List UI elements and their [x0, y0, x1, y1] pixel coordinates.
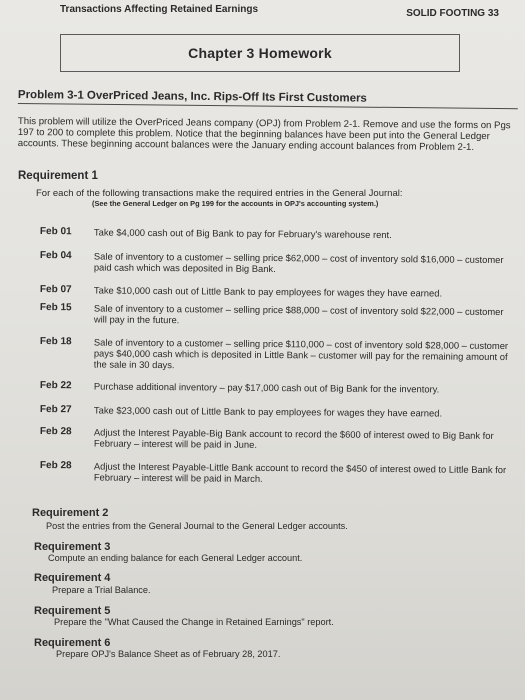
- problem-intro: This problem will utilize the OverPriced Jeans company (OPJ) from Problem 2-1. Remove and use the forms on Pgs 197 to 200 to complete this problem. Notice that the beginning balances have been put into the General Ledger accounts. These beginning account balances were the January ending account balances from Problem 2-1.: [17, 116, 511, 154]
- transaction-date: Feb 28: [39, 426, 72, 438]
- transaction-date: Feb 04: [39, 250, 72, 262]
- transaction-row: [39, 426, 520, 450]
- requirement-3-text: Compute an ending balance for each General Ledger account.: [48, 553, 303, 563]
- requirement-2-text: Post the entries from the General Journal to the General Ledger accounts.: [46, 521, 348, 531]
- requirement-1-note: (See the General Ledger on Pg 199 for the accounts in OPJ's accounting system.): [92, 199, 379, 208]
- transaction-row: [39, 336, 520, 371]
- requirement-1-label: Requirement 1: [18, 170, 98, 182]
- transaction-description: Sale of inventory to a customer – selling price $88,000 – cost of inventory sold $22,000 – customer will pay in the future.: [93, 302, 504, 326]
- transaction-row: [39, 226, 520, 241]
- transaction-date: Feb 18: [39, 336, 72, 348]
- problem-title: Problem 3-1 OverPriced Jeans, Inc. Rips-Off Its First Customers: [18, 89, 518, 109]
- transaction-description: Take $10,000 cash out of Little Bank to pay employees for wages they have earned.: [93, 284, 443, 299]
- requirement-6-text: Prepare OPJ's Balance Sheet as of February 28, 2017.: [56, 649, 281, 659]
- requirement-6-label: Requirement 6: [34, 637, 111, 649]
- transaction-description: Purchase additional inventory – pay $17,000 cash out of Big Bank for the inventory.: [93, 380, 440, 395]
- transaction-description: Sale of inventory to a customer – selling price $62,000 – cost of inventory sold $16,000 – customer paid cash which was deposited in Big Bank.: [93, 250, 504, 275]
- transaction-row: [39, 250, 520, 275]
- transaction-date: Feb 22: [39, 380, 72, 392]
- requirement-4-text: Prepare a Trial Balance.: [52, 585, 151, 595]
- transaction-description: Adjust the Interest Payable-Big Bank account to record the $600 of interest owed to Big Bank for February – interest will be paid in June.: [93, 426, 494, 450]
- transaction-description: Take $4,000 cash out of Big Bank to pay for February's warehouse rent.: [93, 226, 392, 241]
- transaction-date: Feb 15: [39, 302, 72, 314]
- requirement-3-label: Requirement 3: [34, 541, 111, 553]
- transaction-date: Feb 28: [39, 460, 72, 472]
- requirement-2-label: Requirement 2: [32, 507, 109, 519]
- chapter-title: Chapter 3 Homework: [188, 45, 332, 61]
- transaction-description: Take $23,000 cash out of Little Bank to pay employees for wages they have earned.: [93, 404, 443, 419]
- transaction-row: [39, 404, 520, 419]
- requirement-5-text: Prepare the "What Caused the Change in Retained Earnings" report.: [54, 617, 334, 627]
- transaction-row: [39, 380, 520, 395]
- transaction-date: Feb 27: [39, 404, 72, 416]
- requirement-5-label: Requirement 5: [34, 605, 111, 617]
- chapter-title-box: [60, 34, 460, 72]
- transaction-date: Feb 07: [39, 284, 72, 296]
- running-header-left: Transactions Affecting Retained Earnings: [60, 4, 259, 15]
- transaction-row: [39, 302, 520, 326]
- transaction-description: Sale of inventory to a customer – selling price $110,000 – cost of inventory sold $28,000 – customer pays $40,000 cash which is deposited in Little Bank – customer will pay for the remaining amount of the sale in 30 days.: [93, 336, 509, 371]
- transaction-row: [39, 460, 520, 484]
- transaction-description: Adjust the Interest Payable-Little Bank account to record the $450 of interest owed to Little Bank for February – interest will be paid in March.: [93, 460, 507, 484]
- transaction-row: [39, 284, 520, 299]
- requirement-1-text: For each of the following transactions make the required entries in the General Journal:: [36, 188, 403, 199]
- requirement-4-label: Requirement 4: [34, 572, 111, 584]
- transaction-date: Feb 01: [39, 226, 72, 238]
- running-header-right: SOLID FOOTING 33: [406, 8, 499, 19]
